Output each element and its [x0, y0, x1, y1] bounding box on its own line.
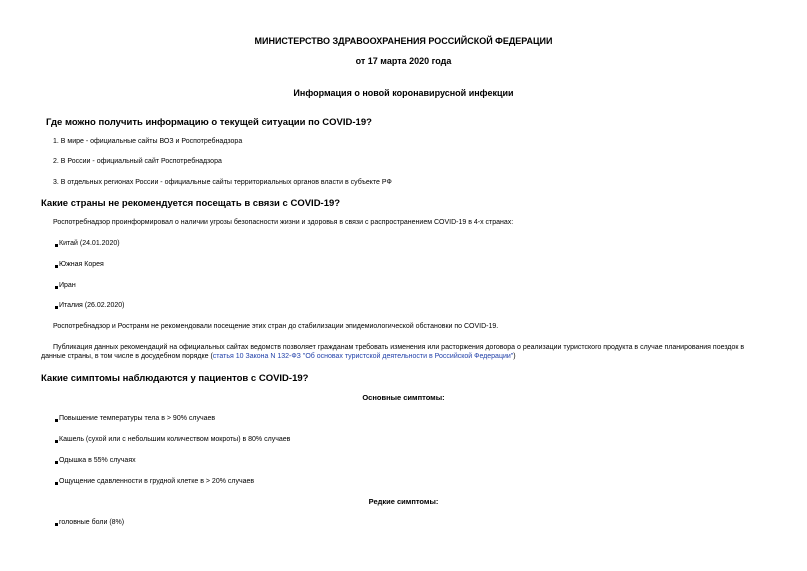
list-item: Повышение температуры тела в > 90% случаев — [59, 415, 216, 422]
section-heading-symptoms: Какие симптомы наблюдаются у пациентов с COVID-19? — [41, 373, 309, 384]
list-item: 3. В отдельных регионах России - официальные сайты территориальных органов власти в субъекте РФ — [53, 179, 392, 186]
list-item: Китай (24.01.2020) — [59, 240, 120, 247]
document-title: Информация о новой коронавирусной инфекции — [293, 88, 514, 98]
section-heading-info-sources: Где можно получить информацию о текущей ситуации по COVID-19? — [46, 117, 372, 128]
document-date: от 17 марта 2020 года — [355, 56, 452, 66]
bullet-icon — [55, 482, 58, 485]
bullet-icon — [55, 265, 58, 268]
main-symptoms-label: Основные симптомы: — [362, 393, 445, 402]
countries-intro: Роспотребнадзор проинформировал о наличии угрозы безопасности жизни и здоровья в связи с распространением COVID-19 в 4-х странах: — [53, 219, 514, 226]
list-item: Кашель (сухой или с небольшим количеством мокроты) в 80% случаев — [59, 436, 291, 443]
paragraph-text: данные страны, в том числе в досудебном порядке ( — [41, 353, 213, 360]
list-item: Одышка в 55% случаях — [59, 457, 136, 464]
list-item: Южная Корея — [59, 261, 104, 268]
bullet-icon — [55, 286, 58, 289]
bullet-icon — [55, 440, 58, 443]
section-heading-countries: Какие страны не рекомендуется посещать в связи с COVID-19? — [41, 198, 341, 209]
list-item: 1. В мире - официальные сайты ВОЗ и Роспотребнадзора — [53, 138, 243, 145]
list-item: Иран — [59, 282, 76, 289]
paragraph-line — [41, 353, 516, 360]
paragraph-text: ) — [513, 353, 516, 360]
paragraph-line: Публикация данных рекомендаций на официальных сайтах ведомств позволяет гражданам требовать изменения или расторжения договора о реализации туристского продукта в случае планирования поездок в — [53, 344, 745, 351]
bullet-icon — [55, 461, 58, 464]
travel-note: Роспотребнадзор и Ространм не рекомендовали посещение этих стран до стабилизации эпидемиологической обстановки по COVID-19. — [53, 323, 499, 330]
list-item: Италия (26.02.2020) — [59, 302, 125, 309]
list-item: Ощущение сдавленности в грудной клетке в > 20% случаев — [59, 478, 255, 485]
ministry-title: МИНИСТЕРСТВО ЗДРАВООХРАНЕНИЯ РОССИЙСКОЙ ФЕДЕРАЦИИ — [254, 36, 553, 46]
list-item: 2. В России - официальный сайт Роспотребнадзора — [53, 158, 222, 165]
bullet-icon — [55, 244, 58, 247]
list-item: головные боли (8%) — [59, 519, 125, 526]
bullet-icon — [55, 523, 58, 526]
rare-symptoms-label: Редкие симптомы: — [368, 497, 439, 506]
bullet-icon — [55, 306, 58, 309]
bullet-icon — [55, 419, 58, 422]
law-link[interactable]: статья 10 Закона N 132-ФЗ "Об основах туристской деятельности в Российской Федерации" — [212, 353, 514, 360]
